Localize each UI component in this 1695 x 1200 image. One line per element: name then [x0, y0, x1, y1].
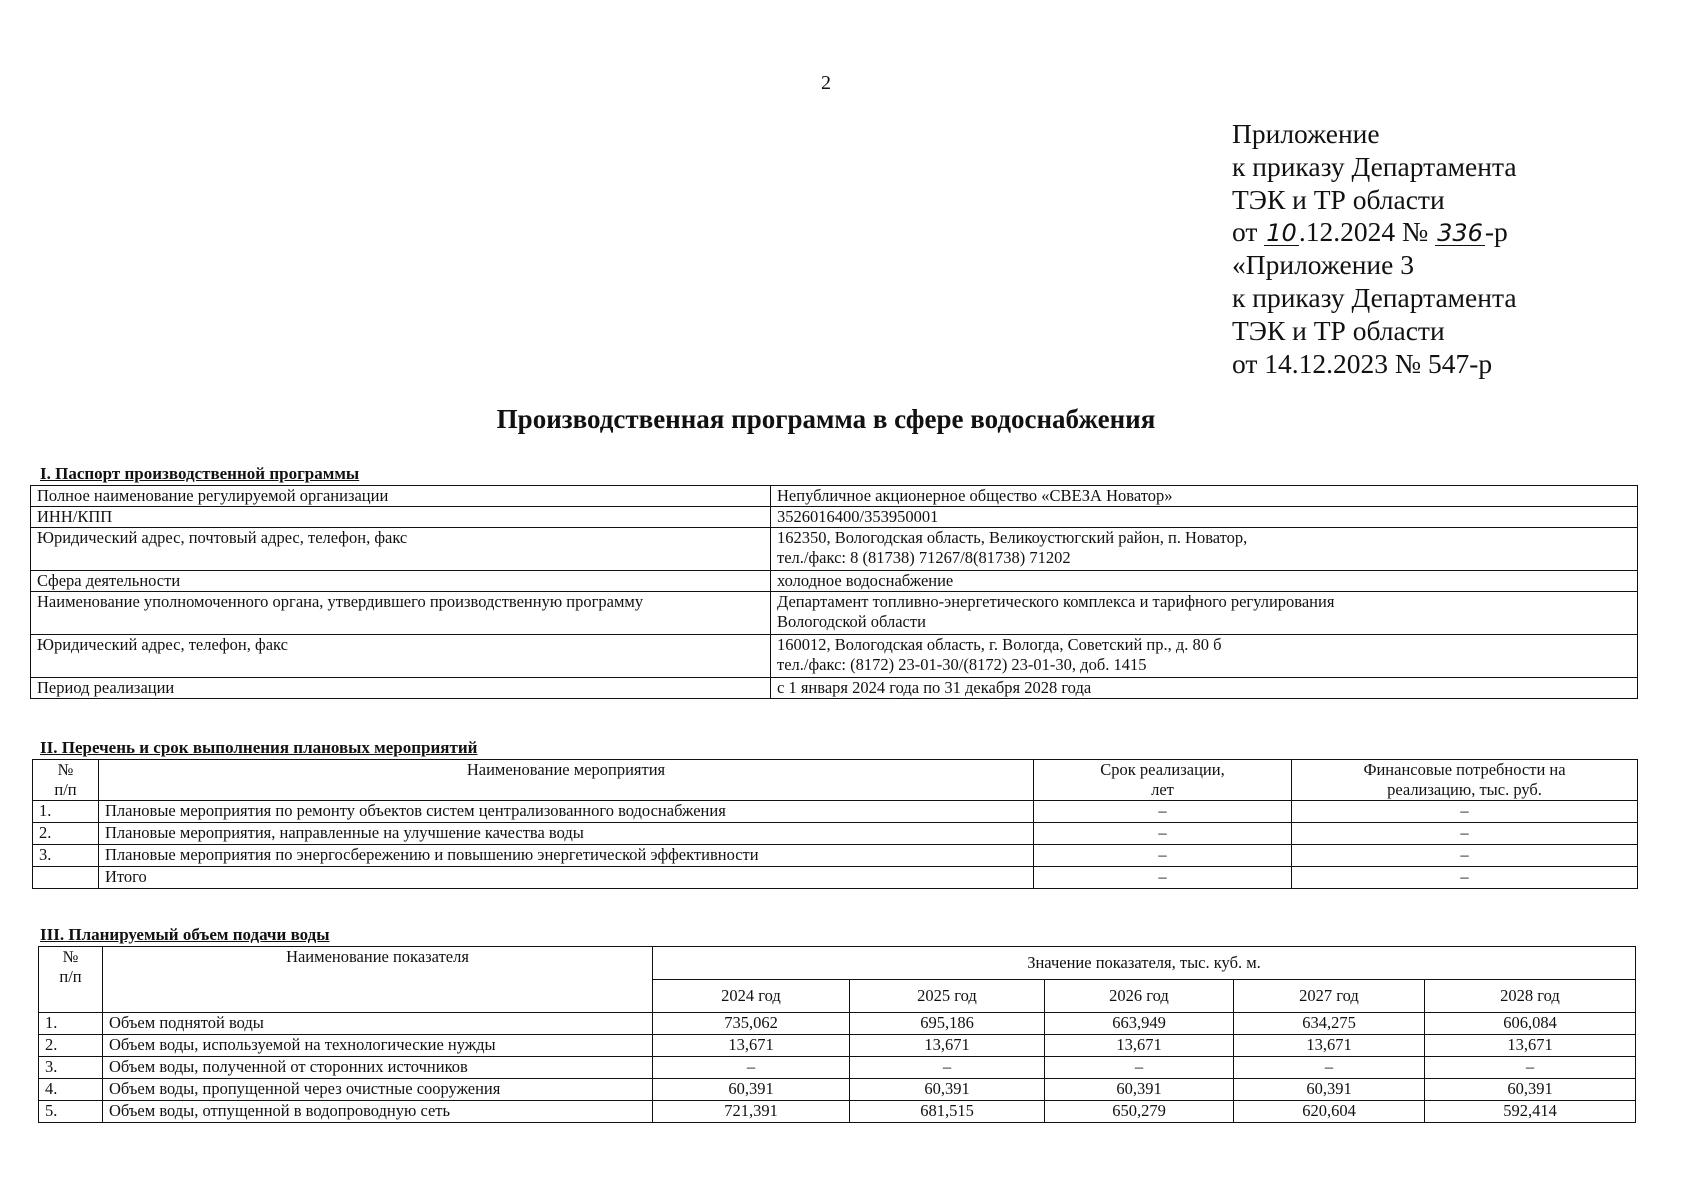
row-name: Плановые мероприятия по ремонту объектов систем централизованного водоснабжения	[99, 801, 1034, 823]
passport-label: Полное наименование регулируемой организации	[31, 486, 771, 507]
row-name: Объем поднятой воды	[103, 1013, 653, 1035]
table-row	[39, 1079, 1636, 1101]
measures-table	[32, 759, 1638, 889]
row-value: 634,275	[1234, 1013, 1425, 1035]
header-term	[1034, 760, 1292, 801]
page-number: 2	[821, 72, 831, 94]
appendix-line: Приложение	[1232, 118, 1380, 149]
table-row	[33, 801, 1638, 823]
row-num: 1.	[39, 1013, 103, 1035]
value-line: 160012, Вологодская область, г. Вологда, Советский пр., д. 80 б	[777, 635, 1222, 654]
row-num: 2.	[33, 823, 99, 845]
header-line: лет	[1151, 780, 1174, 799]
document-title: Производственная программа в сфере водоснабжения	[496, 404, 1156, 434]
value-line: Вологодской области	[777, 612, 926, 631]
row-value: 620,604	[1234, 1101, 1425, 1123]
row-term: –	[1034, 845, 1292, 867]
passport-label: Сфера деятельности	[31, 571, 771, 592]
handwritten-day: 10	[1266, 219, 1297, 248]
table-row	[39, 1013, 1636, 1035]
appendix-block	[1232, 118, 1517, 380]
row-num: 4.	[39, 1079, 103, 1101]
row-value: 13,671	[1045, 1035, 1234, 1057]
appendix-line: к приказу Департамента	[1232, 281, 1517, 313]
appendix-line: от 14.12.2023 № 547-р	[1232, 347, 1493, 379]
passport-value: с 1 января 2024 года по 31 декабря 2028 года	[771, 678, 1638, 699]
passport-label: Юридический адрес, почтовый адрес, телефон, факс	[31, 528, 771, 571]
passport-value: холодное водоснабжение	[771, 571, 1638, 592]
header-line: п/п	[54, 780, 77, 799]
appendix-line: ТЭК и ТР области	[1232, 314, 1445, 346]
row-num: 3.	[39, 1057, 103, 1079]
passport-label: Наименование уполномоченного органа, утвердившего производственную программу	[31, 592, 771, 635]
header-num	[33, 760, 99, 801]
table-header-row	[39, 947, 1636, 980]
row-value: 13,671	[850, 1035, 1045, 1057]
passport-label: Период реализации	[31, 678, 771, 699]
passport-value	[771, 592, 1638, 635]
passport-value	[771, 635, 1638, 678]
date-rest: .12.2024 №	[1298, 216, 1429, 248]
header-year: 2028 год	[1425, 980, 1636, 1013]
handwritten-number: 336	[1437, 219, 1483, 248]
row-name: Итого	[99, 867, 1034, 889]
appendix-line: «Приложение 3	[1232, 249, 1414, 281]
header-line: п/п	[59, 967, 82, 986]
table-row	[33, 867, 1638, 889]
header-value: Значение показателя, тыс. куб. м.	[653, 947, 1636, 980]
passport-value: Непубличное акционерное общество «СВЕЗА Новатор»	[771, 486, 1638, 507]
table-row	[31, 571, 1638, 592]
header-line: Срок реализации,	[1100, 760, 1225, 779]
row-value: 735,062	[653, 1013, 850, 1035]
row-value: 681,515	[850, 1101, 1045, 1123]
header-finance	[1292, 760, 1638, 801]
row-value: –	[1425, 1057, 1636, 1079]
row-value: 60,391	[1425, 1079, 1636, 1101]
header-year: 2027 год	[1234, 980, 1425, 1013]
table-row	[31, 678, 1638, 699]
value-line: тел./факс: 8 (81738) 71267/8(81738) 71202	[777, 548, 1071, 567]
row-value: –	[653, 1057, 850, 1079]
row-value: 650,279	[1045, 1101, 1234, 1123]
row-name: Объем воды, пропущенной через очистные сооружения	[103, 1079, 653, 1101]
passport-value	[771, 528, 1638, 571]
header-year: 2024 год	[653, 980, 850, 1013]
appendix-date-line	[1232, 216, 1517, 249]
row-finance: –	[1292, 823, 1638, 845]
appendix-line: ТЭК и ТР области	[1232, 183, 1445, 215]
table-row	[33, 823, 1638, 845]
appendix-line: к приказу Департамента	[1232, 150, 1517, 182]
row-value: 663,949	[1045, 1013, 1234, 1035]
value-line: Департамент топливно-энергетического комплекса и тарифного регулирования	[777, 592, 1335, 611]
row-value: 60,391	[1045, 1079, 1234, 1101]
row-value: 60,391	[850, 1079, 1045, 1101]
row-value: –	[1045, 1057, 1234, 1079]
row-num: 3.	[33, 845, 99, 867]
header-line: №	[62, 947, 79, 966]
table-row	[31, 507, 1638, 528]
row-num: 5.	[39, 1101, 103, 1123]
row-value: 592,414	[1425, 1101, 1636, 1123]
row-name: Плановые мероприятия по энергосбережению и повышению энергетической эффективности	[99, 845, 1034, 867]
row-value: 721,391	[653, 1101, 850, 1123]
header-line: реализацию, тыс. руб.	[1387, 780, 1542, 799]
row-name: Объем воды, отпущенной в водопроводную сеть	[103, 1101, 653, 1123]
row-finance: –	[1292, 845, 1638, 867]
passport-value: 3526016400/353950001	[771, 507, 1638, 528]
row-value: –	[850, 1057, 1045, 1079]
value-line: 162350, Вологодская область, Великоустюгский район, п. Новатор,	[777, 528, 1248, 547]
row-term: –	[1034, 823, 1292, 845]
table-row	[31, 592, 1638, 635]
header-line: №	[57, 760, 74, 779]
header-year: 2025 год	[850, 980, 1045, 1013]
water-volume-table	[38, 946, 1636, 1123]
passport-label: Юридический адрес, телефон, факс	[31, 635, 771, 678]
table-header-row	[33, 760, 1638, 801]
table-row	[31, 528, 1638, 571]
row-name: Объем воды, используемой на технологические нужды	[103, 1035, 653, 1057]
section1-title: I. Паспорт производственной программы	[40, 464, 360, 483]
row-value: 13,671	[1234, 1035, 1425, 1057]
header-name: Наименование показателя	[103, 947, 653, 1013]
section3-title: III. Планируемый объем подачи воды	[40, 925, 330, 944]
row-term: –	[1034, 801, 1292, 823]
row-value: 60,391	[1234, 1079, 1425, 1101]
header-num	[39, 947, 103, 1013]
table-row	[39, 1101, 1636, 1123]
header-line: Финансовые потребности на	[1363, 760, 1566, 779]
value-line: тел./факс: (8172) 23-01-30/(8172) 23-01-30, доб. 1415	[777, 655, 1147, 674]
passport-table	[30, 485, 1638, 699]
row-finance: –	[1292, 867, 1638, 889]
table-row	[33, 845, 1638, 867]
row-value: 606,084	[1425, 1013, 1636, 1035]
table-row	[39, 1057, 1636, 1079]
row-finance: –	[1292, 801, 1638, 823]
header-name: Наименование мероприятия	[99, 760, 1034, 801]
table-row	[39, 1035, 1636, 1057]
row-name: Плановые мероприятия, направленные на улучшение качества воды	[99, 823, 1034, 845]
number-suffix: -р	[1484, 216, 1508, 248]
date-prefix: от	[1232, 216, 1258, 248]
passport-label: ИНН/КПП	[31, 507, 771, 528]
table-row	[31, 635, 1638, 678]
row-num: 2.	[39, 1035, 103, 1057]
row-term: –	[1034, 867, 1292, 889]
row-value: 13,671	[1425, 1035, 1636, 1057]
row-value: –	[1234, 1057, 1425, 1079]
row-value: 695,186	[850, 1013, 1045, 1035]
header-year: 2026 год	[1045, 980, 1234, 1013]
row-num: 1.	[33, 801, 99, 823]
row-name: Объем воды, полученной от сторонних источников	[103, 1057, 653, 1079]
row-value: 60,391	[653, 1079, 850, 1101]
section2-title: II. Перечень и срок выполнения плановых мероприятий	[40, 738, 478, 757]
row-num	[33, 867, 99, 889]
table-row	[31, 486, 1638, 507]
row-value: 13,671	[653, 1035, 850, 1057]
